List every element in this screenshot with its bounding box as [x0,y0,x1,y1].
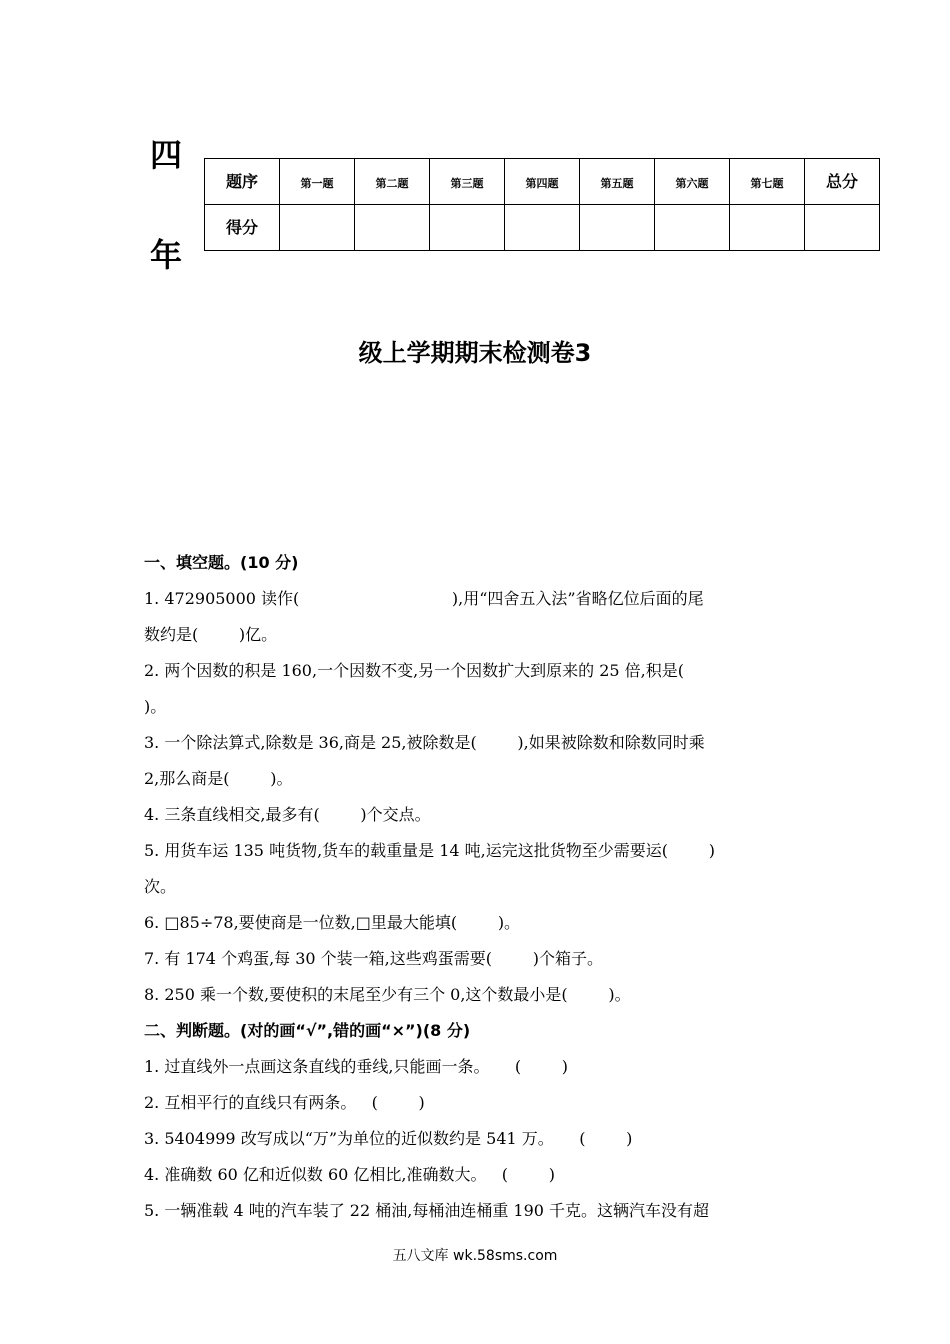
question-line: 2,那么商是( )。 [144,769,293,788]
score-cell[interactable] [580,205,655,251]
side-char-si: 四 [150,136,183,174]
section-heading-fill-in: 一、填空题。(10 分) [144,553,299,572]
footer-watermark: 五八文库 wk.58sms.com [392,1248,558,1264]
score-cell[interactable] [430,205,505,251]
score-cell[interactable] [655,205,730,251]
side-char-nian: 年 [150,236,183,274]
question-line: 3. 5404999 改写成以“万”为单位的近似数约是 541 万。 ( ) [144,1129,633,1148]
question-line: 4. 准确数 60 亿和近似数 60 亿相比,准确数大。 ( ) [144,1165,555,1184]
question-line: 1. 过直线外一点画这条直线的垂线,只能画一条。 ( ) [144,1057,569,1076]
col-q1: 第一题 [280,159,355,205]
score-cell[interactable] [505,205,580,251]
score-cell-total[interactable] [805,205,880,251]
question-line: 6. □85÷78,要使商是一位数,□里最大能填( )。 [144,913,521,932]
question-line: 7. 有 174 个鸡蛋,每 30 个装一箱,这些鸡蛋需要( )个箱子。 [144,949,603,968]
score-table-score-row [205,205,880,251]
question-line: 次。 [144,877,177,896]
col-q4: 第四题 [505,159,580,205]
col-total: 总分 [805,159,880,205]
section-heading-true-false: 二、判断题。(对的画“√”,错的画“×”)(8 分) [144,1021,471,1040]
question-line: 5. 一辆准载 4 吨的汽车装了 22 桶油,每桶油连桶重 190 千克。这辆汽车没有超 [144,1201,710,1220]
page-title: 级上学期期末检测卷3 [358,339,592,367]
col-q7: 第七题 [730,159,805,205]
question-line: 3. 一个除法算式,除数是 36,商是 25,被除数是( ),如果被除数和除数同时乘 [144,733,705,752]
question-line: 2. 互相平行的直线只有两条。 ( ) [144,1093,425,1112]
score-cell[interactable] [355,205,430,251]
col-q6: 第六题 [655,159,730,205]
col-q3: 第三题 [430,159,505,205]
question-line: )。 [144,697,167,716]
score-table-header-row [205,159,880,205]
exam-content [144,545,814,1229]
score-cell[interactable] [730,205,805,251]
question-line: 5. 用货车运 135 吨货物,货车的载重量是 14 吨,运完这批货物至少需要运( ) [144,841,715,860]
question-line: 2. 两个因数的积是 160,一个因数不变,另一个因数扩大到原来的 25 倍,积是( [144,661,685,680]
col-q5: 第五题 [580,159,655,205]
score-table [204,158,880,251]
question-line: 4. 三条直线相交,最多有( )个交点。 [144,805,431,824]
row-label-score: 得分 [205,205,280,251]
row-label-question-order: 题序 [205,159,280,205]
question-line: 数约是( )亿。 [144,625,278,644]
score-cell[interactable] [280,205,355,251]
col-q2: 第二题 [355,159,430,205]
question-line: 8. 250 乘一个数,要使积的末尾至少有三个 0,这个数最小是( )。 [144,985,631,1004]
question-line: 1. 472905000 读作( ),用“四舍五入法”省略亿位后面的尾 [144,589,704,608]
